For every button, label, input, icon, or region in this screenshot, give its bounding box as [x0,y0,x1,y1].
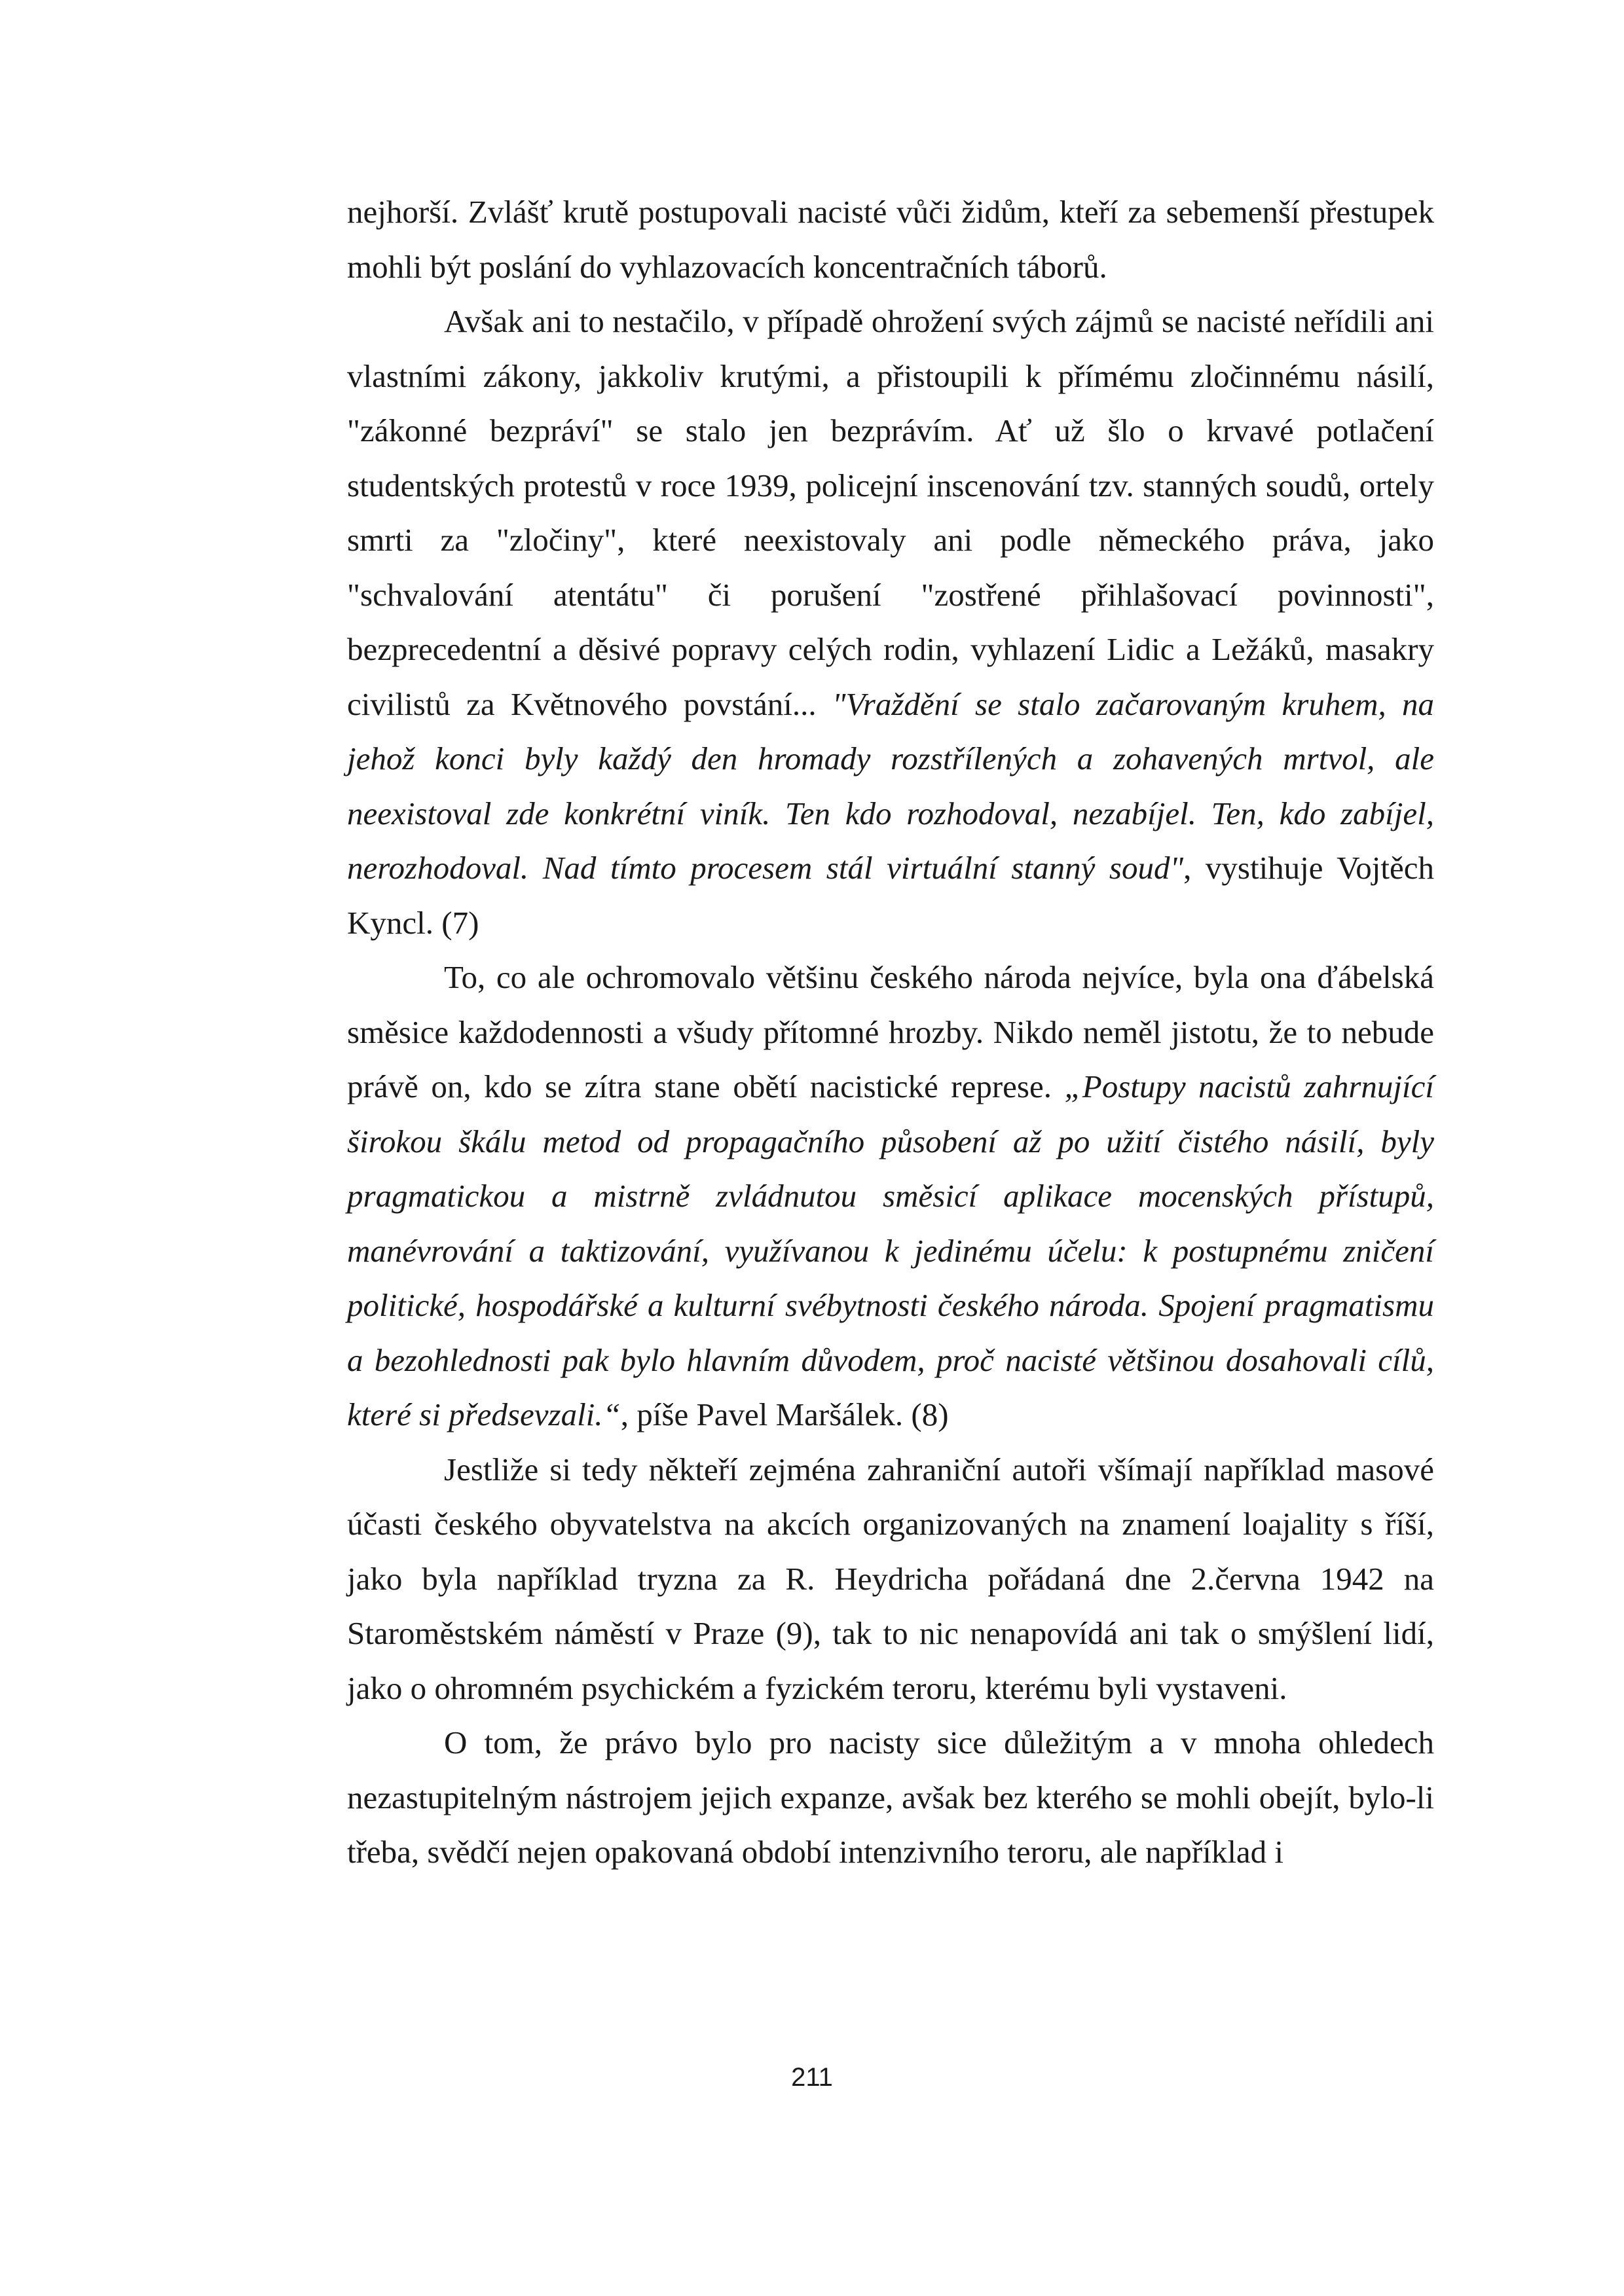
text-run: Avšak ani to nestačilo, v případě ohrožení svých zájmů se nacisté neřídili ani vlastními zákony, jakkoliv krutými, a přistoupili k přímému zločinnému násilí, "zákonné bezpráví" se stalo jen bezprávím. Ať už šlo o krvavé potlačení studentských protestů v roce 1939, policejní inscenování tzv. stanných soudů, ortely smrti za "zločiny", které neexistovaly ani podle německého práva, jako "schvalování atentátu" či porušení "zostřené přihlašovací povinnosti", bezprecedentní a děsivé popravy celých rodin, vyhlazení Lidic a Ležáků, masakry civilistů za Květnového povstání... [347,303,1434,722]
text-run: , vystihuje Vojtěch Kyncl. (7) [347,850,1435,941]
quote-run: "Vraždění se stalo začarovaným kruhem, na jehož konci byly každý den hromady rozstřílených a zohavených mrtvol, ale neexistoval zde konkrétní viník. Ten kdo rozhodoval, nezabíjel. Ten, kdo zabíjel, nerozhodoval. Nad tímto procesem stál virtuální stanný soud" [347,685,1434,886]
text-run: nejhorší. Zvlášť krutě postupovali nacisté vůči židům, kteří za sebemenší přestupek mohli být poslání do vyhlazovacích koncentračních táborů. [347,194,1434,285]
text-run: To, co ale ochromovalo většinu českého národa nejvíce, byla ona ďábelská směsice každodennosti a všudy přítomné hrozby. Nikdo neměl jistotu, že to nebude právě on, kdo se zítra stane obětí nacistické represe. [347,959,1434,1104]
paragraph-3 [347,950,1434,1442]
page-number: 211 [791,2063,833,2092]
paragraph-1 [347,185,1434,294]
paragraph-2 [347,294,1434,950]
text-run: , píše Pavel Maršálek. (8) [620,1396,949,1432]
paragraph-5 [347,1715,1434,1880]
paragraph-4 [347,1442,1434,1716]
quote-run: „Postupy nacistů zahrnující širokou škálu metod od propagačního působení až po užití čistého násilí, byly pragmatickou a mistrně zvládnutou směsicí aplikace mocenských přístupů, manévrování a taktizování, využívanou k jedinému účelu: k postupnému zničení politické, hospodářské a kulturní svébytnosti českého národa. Spojení pragmatismu a bezohlednosti pak bylo hlavním důvodem, proč nacisté většinou dosahovali cílů, které si předsevzali.“ [347,1068,1434,1432]
text-run: O tom, že právo bylo pro nacisty sice důležitým a v mnoha ohledech nezastupitelným nástrojem jejich expanze, avšak bez kterého se mohli obejít, bylo-li třeba, svědčí nejen opakovaná období intenzivního teroru, ale například i [347,1724,1434,1870]
body-text [347,185,1434,1880]
text-run: Jestliže si tedy někteří zejména zahraniční autoři všímají například masové účasti českého obyvatelstva na akcích organizovaných na znamení loajality s říší, jako byla například tryzna za R. Heydricha pořádaná dne 2.června 1942 na Staroměstském náměstí v Praze (9), tak to nic nenapovídá ani tak o smýšlení lidí, jako o ohromném psychickém a fyzickém teroru, kterému byli vystaveni. [347,1451,1434,1706]
